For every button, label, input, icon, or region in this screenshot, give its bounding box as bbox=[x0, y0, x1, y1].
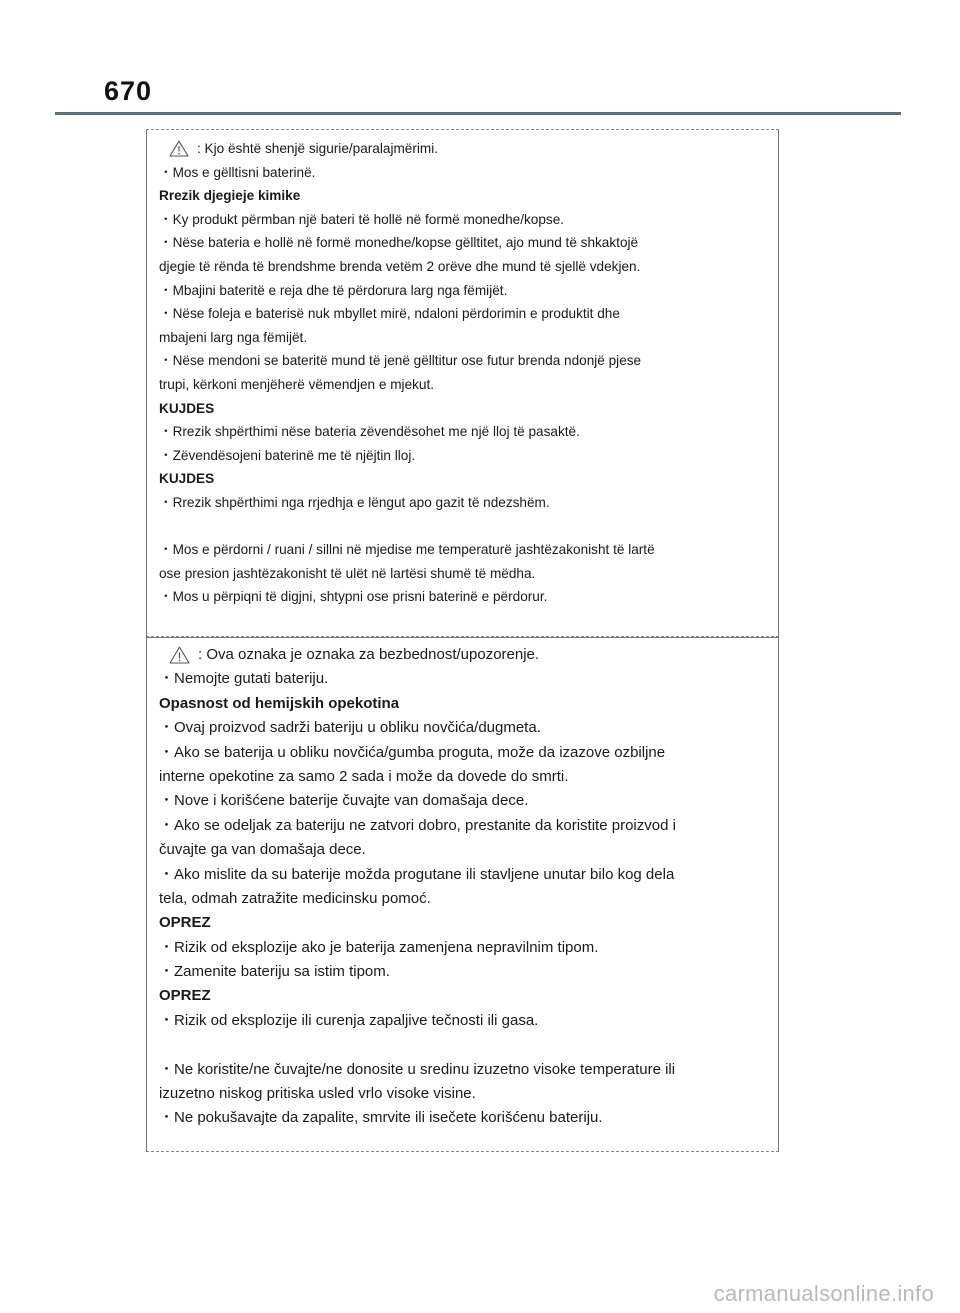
albanian-text-block bbox=[159, 161, 768, 609]
text-line: ・Zamenite bateriju sa istim tipom. bbox=[159, 963, 390, 981]
text-line: tela, odmah zatražite medicinsku pomoć. bbox=[159, 889, 431, 907]
watermark: carmanualsonline.info bbox=[713, 1281, 934, 1306]
section-heading: OPREZ bbox=[159, 987, 211, 1005]
text-line: ・Mos u përpiqni të digjni, shtypni ose prisni baterinë e përdorur. bbox=[159, 589, 548, 605]
blank-line bbox=[159, 515, 768, 539]
text-line: ・Zëvendësojeni baterinë me të njëjtin lloj. bbox=[159, 447, 416, 463]
header-rule bbox=[55, 112, 901, 115]
serbian-warning-header bbox=[159, 643, 768, 667]
text-line: ・Rizik od eksplozije ako je baterija zamenjena nepravilnim tipom. bbox=[159, 938, 599, 956]
section-heading: OPREZ bbox=[159, 914, 211, 932]
text-line: ・Ne pokušavajte da zapalite, smrvite ili isečete korišćenu bateriju. bbox=[159, 1109, 603, 1127]
text-line: ・Rrezik shpërthimi nga rrjedhja e lëngut apo gazit të ndezshëm. bbox=[159, 494, 550, 510]
section-heading: KUJDES bbox=[159, 400, 215, 416]
text-line: ・Rrezik shpërthimi nëse bateria zëvendësohet me një lloj të pasaktë. bbox=[159, 424, 580, 440]
section-heading: Opasnost od hemijskih opekotina bbox=[159, 694, 400, 712]
text-line: ・Nëse foleja e baterisë nuk mbyllet mirë, ndaloni përdorimin e produktit dhe bbox=[159, 306, 620, 322]
albanian-warning-header bbox=[159, 137, 768, 161]
section-heading: Rrezik djegieje kimike bbox=[159, 188, 301, 204]
text-line: ・Ako se odeljak za bateriju ne zatvori dobro, prestanite da koristite proizvod i bbox=[159, 816, 676, 834]
text-line: izuzetno niskog pritiska usled vrlo visoke visine. bbox=[159, 1085, 476, 1103]
warning-triangle-icon bbox=[169, 140, 189, 157]
albanian-warning-box bbox=[146, 129, 779, 637]
text-line: ・Ovaj proizvod sadrži bateriju u obliku novčića/dugmeta. bbox=[159, 719, 541, 737]
warning-triangle-icon bbox=[169, 646, 190, 664]
text-line: interne opekotine za samo 2 sada i može da dovede do smrti. bbox=[159, 767, 569, 785]
text-line: ・Mos e gëlltisni baterinë. bbox=[159, 164, 316, 180]
text-line: trupi, kërkoni menjëherë vëmendjen e mjekut. bbox=[159, 376, 435, 392]
page-number: 670 bbox=[104, 76, 153, 106]
text-line: djegie të rënda të brendshme brenda vetëm 2 orëve dhe mund të sjellë vdekjen. bbox=[159, 258, 641, 274]
text-line: ・Nemojte gutati bateriju. bbox=[159, 670, 329, 688]
serbian-warning-box bbox=[146, 637, 779, 1152]
section-heading: KUJDES bbox=[159, 471, 215, 487]
text-line: ・Ky produkt përmban një bateri të hollë në formë monedhe/kopse. bbox=[159, 211, 565, 227]
text-line: mbajeni larg nga fëmijët. bbox=[159, 329, 308, 345]
text-line: ・Mbajini bateritë e reja dhe të përdorura larg nga fëmijët. bbox=[159, 282, 508, 298]
blank-line bbox=[159, 1033, 768, 1057]
serbian-warning-label: : Ova oznaka je oznaka za bezbednost/upozorenje. bbox=[198, 646, 540, 663]
text-line: ose presion jashtëzakonisht të ulët në lartësi shumë të mëdha. bbox=[159, 565, 536, 581]
text-line: ・Nove i korišćene baterije čuvajte van domašaja dece. bbox=[159, 792, 529, 810]
text-line: ・Mos e përdorni / ruani / sillni në mjedise me temperaturë jashtëzakonisht të lartë bbox=[159, 542, 655, 558]
text-line: ・Ne koristite/ne čuvajte/ne donosite u sredinu izuzetno visoke temperature ili bbox=[159, 1060, 676, 1078]
text-line: čuvajte ga van domašaja dece. bbox=[159, 841, 366, 859]
serbian-text-block bbox=[159, 667, 768, 1130]
text-line: ・Ako mislite da su baterije možda progutane ili stavljene unutar bilo kog dela bbox=[159, 865, 675, 883]
text-line: ・Rizik od eksplozije ili curenja zapaljive tečnosti ili gasa. bbox=[159, 1011, 539, 1029]
text-line: ・Nëse mendoni se bateritë mund të jenë gëlltitur ose futur brenda ndonjë pjese bbox=[159, 353, 642, 369]
text-line: ・Nëse bateria e hollë në formë monedhe/kopse gëlltitet, ajo mund të shkaktojë bbox=[159, 235, 639, 251]
text-line: ・Ako se baterija u obliku novčića/gumba proguta, može da izazove ozbiljne bbox=[159, 743, 666, 761]
albanian-warning-label: : Kjo është shenjë sigurie/paralajmërimi. bbox=[197, 141, 439, 156]
